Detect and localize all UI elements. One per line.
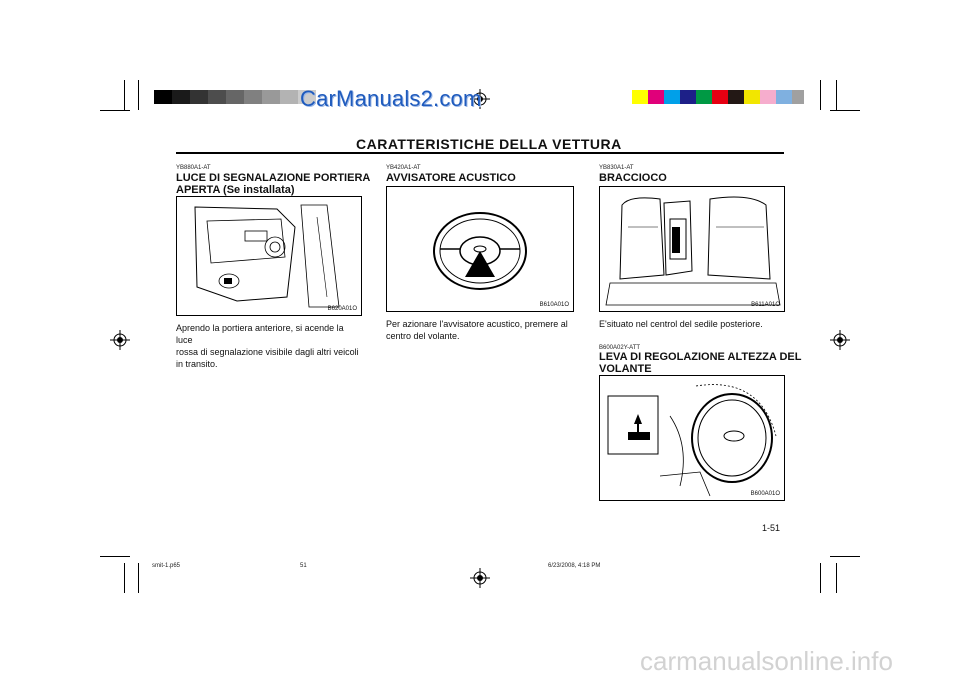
figure-label: B600A01O	[750, 491, 780, 497]
section-title: BRACCIOCO	[599, 172, 667, 184]
section-body: Aprendo la portiera anteriore, si acende la luce rossa di segnalazione visibile dagli altri veicoli in transito.	[176, 323, 359, 369]
page-number: 1-51	[762, 523, 781, 533]
page-title: CARATTERISTICHE DELLA VETTURA	[356, 136, 622, 152]
registration-target-icon	[110, 330, 130, 350]
footer-date: 6/23/2008, 4:18 PM	[548, 563, 601, 569]
tilt-steering-figure	[599, 375, 785, 501]
press-arrow-icon	[465, 251, 495, 277]
section-title: LUCE DI SEGNALAZIONE PORTIERA APERTA (Se installata)	[176, 172, 371, 196]
door-figure	[176, 196, 362, 316]
steering-wheel-figure	[386, 186, 574, 312]
armrest-figure	[599, 186, 785, 312]
figure-label: B611A01O	[751, 302, 780, 308]
section-title: LEVA DI REGOLAZIONE ALTEZZA DEL VOLANTE	[599, 351, 802, 375]
footer-file: smit-1.p65	[152, 563, 181, 569]
section-code: B600A02Y-ATT	[599, 345, 641, 351]
section-code: YB420A1-AT	[386, 165, 421, 171]
section-code: YB880A1-AT	[176, 165, 211, 171]
registration-target-icon	[830, 330, 850, 350]
section-title: AVVISATORE ACUSTICO	[386, 172, 516, 184]
footer-page: 51	[300, 563, 307, 569]
figure-label: B610A01O	[539, 302, 569, 308]
section-body: Per azionare l'avvisatore acustico, premere al centro del volante.	[386, 319, 568, 341]
section-code: YB830A1-AT	[599, 165, 634, 171]
registration-target-icon	[470, 568, 490, 588]
watermark-bottom[interactable]: carmanualsonline.info	[640, 646, 893, 676]
section-body: E'situato nel centrol del sedile posteriore.	[599, 319, 763, 329]
watermark-top[interactable]: CarManuals2.com	[300, 86, 482, 111]
figure-label: B620A01O	[327, 306, 357, 312]
header-rule	[176, 152, 784, 154]
